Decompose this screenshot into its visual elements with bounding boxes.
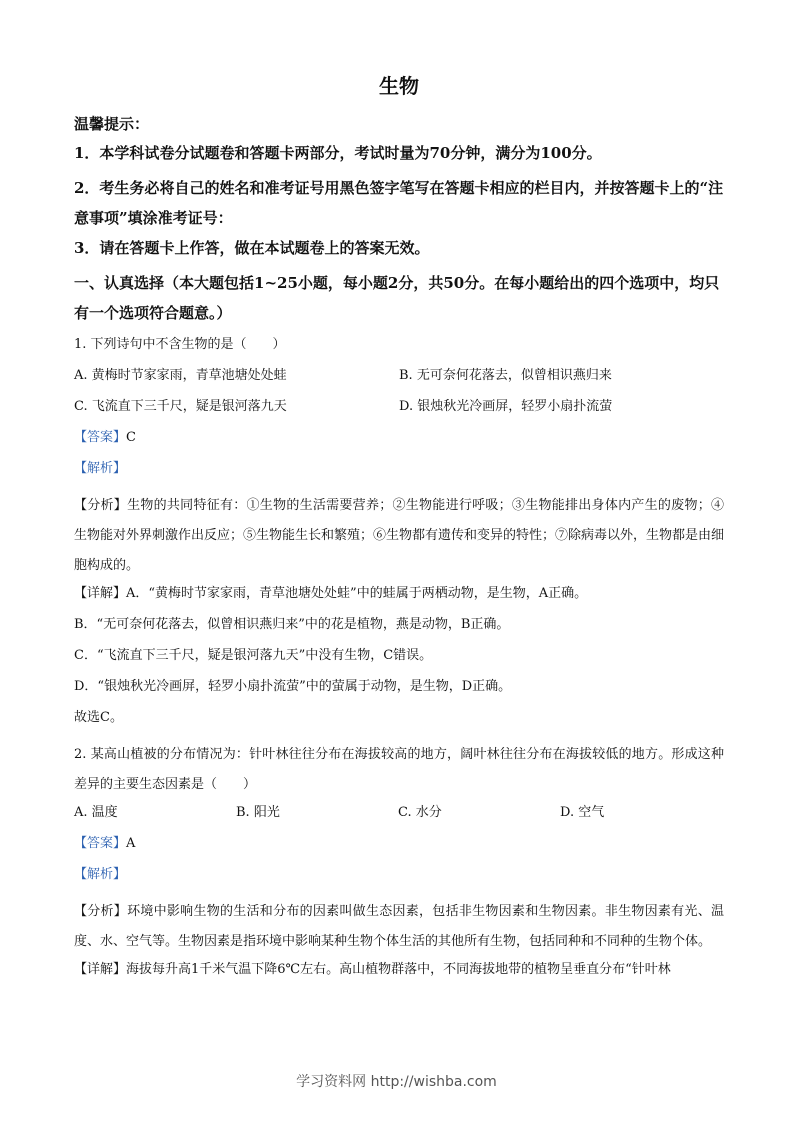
section-header: 一、认真选择（本大题包括1~25小题，每小题2分，共50分。在每小题给出的四个选项中，均只有一个选项符合题意。） <box>74 274 720 322</box>
question-1-jiexi <box>74 460 724 478</box>
question-2-option-d: D. 空气 <box>560 805 605 820</box>
notice-item-1: 1．本学科试卷分试题卷和答题卡两部分，考试时量为70分钟，满分为100分。 <box>74 144 602 162</box>
xiangjie-text-a: A．“黄梅时节家家雨，青草池塘处处蛙”中的蛙属于两栖动物，是生物，A正确。 <box>126 586 588 601</box>
fenxi-text: 生物的共同特征有：①生物的生活需要营养；②生物能进行呼吸；③生物能排出身体内产生的废物；④生物能对外界刺激作出反应；⑤生物能生长和繁殖；⑥生物都有遗传和变异的特性；⑦除病毒以外，生物都是由细胞构成的。 <box>74 498 725 573</box>
jiexi-tag: 【解析】 <box>74 867 127 882</box>
answer-value: A <box>126 836 136 851</box>
question-1-option-a: A. 黄梅时节家家雨，青草池塘处处蛙 <box>74 368 287 383</box>
question-1-option-b: B. 无可奈何花落去，似曾相识燕归来 <box>399 368 612 383</box>
question-1-fenxi <box>74 491 724 581</box>
question-1-xiangjie-b: B．“无可奈何花落去，似曾相识燕归来”中的花是植物，燕是动物，B正确。 <box>74 617 510 632</box>
question-2-option-a: A. 温度 <box>74 805 118 820</box>
answer-tag: 【答案】 <box>74 430 127 445</box>
answer-tag: 【答案】 <box>74 836 127 851</box>
fenxi-tag: 【分析】 <box>74 904 128 919</box>
question-2-answer <box>74 835 724 853</box>
question-1-option-c: C. 飞流直下三千尺，疑是银河落九天 <box>74 399 287 414</box>
question-2-jiexi <box>74 866 724 884</box>
answer-value: C <box>126 430 136 445</box>
xiangjie-tag: 【详解】 <box>74 962 127 977</box>
notice-item-3: 3．请在答题卡上作答，做在本试题卷上的答案无效。 <box>74 239 430 257</box>
page-title: 生物 <box>379 74 419 98</box>
question-2-options-row <box>74 804 724 822</box>
question-1-options-row-2 <box>74 398 724 416</box>
fenxi-tag: 【分析】 <box>74 498 128 513</box>
question-1-option-d: D. 银烛秋光冷画屏，轻罗小扇扑流萤 <box>399 399 613 414</box>
question-2-xiangjie <box>74 961 724 979</box>
footer-watermark: 学习资料网 http://wishba.com <box>296 1074 497 1090</box>
question-1-answer <box>74 429 724 447</box>
question-2-option-c: C. 水分 <box>398 805 442 820</box>
document-content <box>74 70 724 992</box>
question-1-stem: 1. 下列诗句中不含生物的是（ ） <box>74 337 286 352</box>
xiangjie-tag: 【详解】 <box>74 586 127 601</box>
question-2-stem: 2. 某高山植被的分布情况为：针叶林往往分布在海拔较高的地方，阔叶林往往分布在海拔较低的地方。形成这种差异的主要生态因素是（ ） <box>74 747 724 792</box>
question-1-xiangjie-d: D．“银烛秋光冷画屏，轻罗小扇扑流萤”中的萤属于动物，是生物，D正确。 <box>74 679 512 694</box>
notice-item-2: 2．考生务必将自己的姓名和准考证号用黑色签字笔写在答题卡相应的栏目内，并按答题卡上的“注意事项”填涂准考证号： <box>74 179 724 227</box>
question-2-fenxi <box>74 897 724 957</box>
jiexi-tag: 【解析】 <box>74 461 127 476</box>
notice-heading: 温馨提示： <box>74 115 150 133</box>
question-1-options-row-1 <box>74 367 724 385</box>
xiangjie-text: 海拔每升高1千米气温下降6℃左右。高山植物群落中，不同海拔地带的植物呈垂直分布“针叶林 <box>126 962 671 977</box>
question-1-conclusion: 故选C。 <box>74 710 123 725</box>
question-1-xiangjie-c: C．“飞流直下三千尺，疑是银河落九天”中没有生物，C错误。 <box>74 648 433 663</box>
fenxi-text: 环境中影响生物的生活和分布的因素叫做生态因素，包括非生物因素和生物因素。非生物因素有光、温度、水、空气等。生物因素是指环境中影响某种生物个体生活的其他所有生物，包括同种和不同种的生物个体。 <box>74 904 724 949</box>
question-1-xiangjie-a <box>74 585 724 603</box>
question-2-option-b: B. 阳光 <box>236 805 280 820</box>
